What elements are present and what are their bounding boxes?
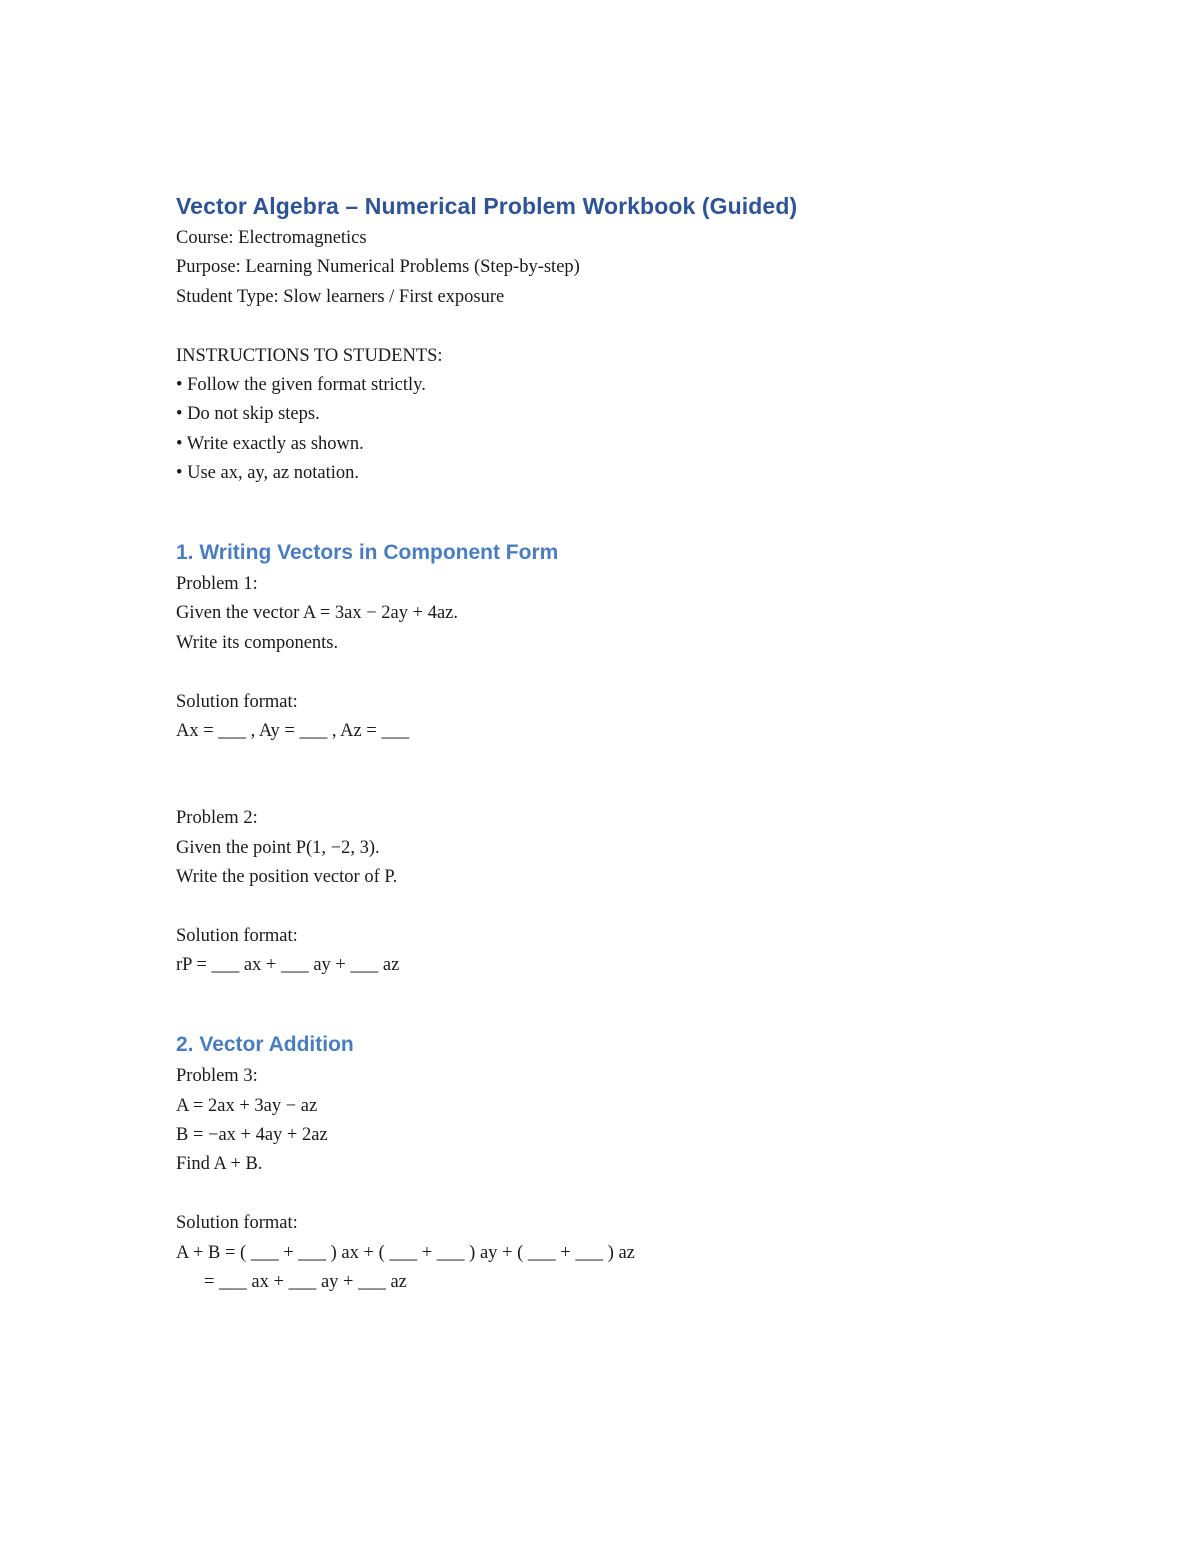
problem-text: Given the vector A = 3ax − 2ay + 4az. — [176, 603, 458, 624]
instruction-item: • Do not skip steps. — [176, 404, 320, 425]
spacer — [176, 746, 1056, 804]
spacer — [176, 658, 1056, 687]
solution-format: = ___ ax + ___ ay + ___ az — [204, 1272, 407, 1293]
solution-label: Solution format: — [176, 691, 298, 712]
course-line: Course: Electromagnetics — [176, 228, 367, 248]
instruction-item: • Use ax, ay, az notation. — [176, 463, 360, 484]
problem-text: Write the position vector of P. — [176, 867, 398, 888]
problem-label: Problem 1: — [176, 574, 258, 595]
problem-label: Problem 2: — [176, 808, 258, 829]
problem-text: Write its components. — [176, 632, 339, 653]
instruction-item: • Follow the given format strictly. — [176, 375, 426, 396]
spacer — [176, 312, 1056, 341]
spacer — [176, 893, 1056, 922]
student-type-line: Student Type: Slow learners / First exposure — [176, 286, 505, 307]
problem-label: Problem 3: — [176, 1066, 258, 1087]
solution-format: A + B = ( ___ + ___ ) ax + ( ___ + ___ ) ay + ( ___ + ___ ) az — [176, 1242, 635, 1263]
solution-format: rP = ___ ax + ___ ay + ___ az — [176, 955, 400, 976]
instructions-heading: INSTRUCTIONS TO STUDENTS: — [176, 345, 443, 366]
problem-text: Find A + B. — [176, 1154, 263, 1175]
purpose-line: Purpose: Learning Numerical Problems (Step-by-step) — [176, 257, 580, 278]
section-heading: 2. Vector Addition — [176, 1033, 354, 1057]
spacer — [176, 489, 1056, 518]
spacer — [176, 1180, 1056, 1209]
document-page — [176, 188, 1056, 1298]
solution-format: Ax = ___ , Ay = ___ , Az = ___ — [176, 721, 410, 742]
problem-text: A = 2ax + 3ay − az — [176, 1095, 318, 1116]
solution-label: Solution format: — [176, 1213, 298, 1234]
spacer — [176, 981, 1056, 1010]
problem-text: B = −ax + 4ay + 2az — [176, 1125, 328, 1146]
section-heading: 1. Writing Vectors in Component Form — [176, 541, 559, 565]
document-title: Vector Algebra – Numerical Problem Workbook (Guided) — [176, 193, 798, 219]
solution-label: Solution format: — [176, 926, 298, 947]
problem-text: Given the point P(1, −2, 3). — [176, 837, 380, 858]
instruction-item: • Write exactly as shown. — [176, 433, 364, 454]
